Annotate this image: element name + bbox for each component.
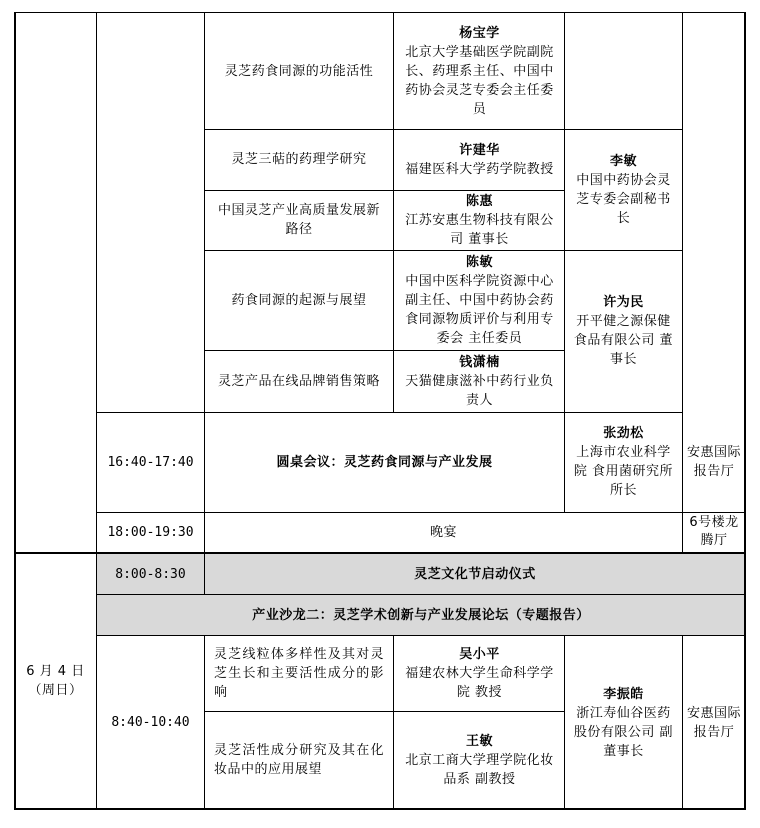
topic-text: 灵芝三萜的药理学研究 [231, 152, 367, 167]
session2-venue [683, 636, 745, 809]
speaker-title: 北京工商大学理学院化妆品系 副教授 [405, 752, 554, 787]
host-title: 浙江寿仙谷医药股份有限公司 副董事长 [573, 705, 674, 759]
opening-title: 灵芝文化节启动仪式 [205, 554, 745, 594]
dinner-venue [683, 512, 745, 552]
speaker-name: 吴小平 [459, 647, 500, 662]
topic-text: 灵芝药食同源的功能活性 [224, 63, 374, 79]
grid-line [393, 12, 394, 412]
host-cell [565, 129, 682, 250]
salon-title: 产业沙龙二：灵芝学术创新与产业发展论坛（专题报告） [97, 595, 745, 635]
grid-line [96, 552, 97, 810]
topic-cell [205, 190, 393, 250]
topic-text: 灵芝产品在线品牌销售策略 [217, 373, 380, 389]
topic-cell [205, 13, 393, 129]
grid-line [204, 250, 682, 251]
speaker-name: 钱潇楠 [459, 354, 500, 370]
host-name: 李敏 [609, 153, 637, 169]
table-border [14, 808, 746, 810]
day2-date-cell [15, 553, 96, 809]
speaker-name: 陈敏 [465, 254, 493, 270]
speaker-cell [395, 711, 564, 809]
host-title: 上海市农业科学院 食用菌研究所 所长 [573, 445, 674, 498]
host-title: 中国中药协会灵芝专委会副秘书长 [576, 172, 671, 226]
session2-time: 8:40-10:40 [111, 715, 190, 730]
topic-cell [205, 129, 393, 190]
grid-line [564, 12, 565, 512]
grid-line [204, 190, 564, 191]
speaker-name: 杨宝学 [459, 25, 500, 41]
speaker-title: 江苏安惠生物科技有限公司 董事长 [405, 212, 554, 247]
grid-line [682, 129, 683, 552]
host-name: 李振皓 [603, 686, 644, 702]
grid-line [96, 594, 746, 595]
venue-text: 安惠国际报告厅 [687, 705, 742, 740]
roundtable-title: 圆桌会议：灵芝药食同源与产业发展 [276, 454, 493, 470]
speaker-cell [395, 129, 564, 190]
host-name: 张劲松 [603, 426, 644, 441]
topic-cell [205, 350, 393, 412]
speaker-cell [395, 350, 564, 412]
host-cell [565, 636, 682, 809]
day2-weekday: （周日） [28, 683, 83, 698]
grid-line [204, 711, 564, 712]
speaker-name: 许建华 [459, 142, 500, 158]
roundtable-time: 16:40-17:40 [107, 454, 194, 470]
topic-text: 灵芝线粒体多样性及其对灵芝生长和主要活性成分的影响 [214, 647, 384, 700]
grid-line [682, 12, 683, 129]
grid-line [204, 635, 205, 810]
topic-text: 药食同源的起源与展望 [231, 292, 367, 308]
venue-text: 6号楼龙腾厅 [689, 515, 739, 548]
speaker-name: 王敏 [465, 733, 493, 749]
topic-text: 灵芝活性成分研究及其在化妆品中的应用展望 [214, 743, 384, 777]
speaker-title: 福建医科大学药学院教授 [405, 161, 554, 177]
speaker-cell [395, 636, 564, 711]
topic-cell [205, 250, 393, 350]
opening-time: 8:00-8:30 [97, 554, 204, 594]
dinner-time: 18:00-19:30 [107, 524, 194, 540]
grid-line [204, 12, 205, 412]
grid-line [96, 12, 97, 552]
host-cell [565, 412, 682, 512]
speaker-cell [395, 250, 564, 350]
grid-line [564, 635, 565, 810]
table-border [14, 12, 16, 810]
speaker-title: 中国中医科学院资源中心副主任、中国中药协会药食同源物质评价与利用专委会 主任委员 [405, 273, 554, 346]
grid-line [14, 552, 746, 554]
grid-line [204, 129, 682, 130]
grid-line [204, 552, 205, 594]
speaker-title: 天猫健康滋补中药行业负责人 [405, 373, 554, 408]
grid-line [96, 512, 746, 513]
speaker-title: 福建农林大学生命科学学院 教授 [405, 666, 554, 700]
roundtable-venue [683, 412, 745, 512]
topic-text: 中国灵芝产业高质量发展新路径 [217, 203, 380, 237]
venue-text: 安惠国际报告厅 [687, 445, 742, 479]
speaker-name: 陈惠 [465, 193, 493, 209]
host-cell [565, 250, 682, 412]
topic-cell [205, 711, 393, 809]
host-name: 许为民 [603, 295, 644, 310]
table-border [14, 12, 746, 13]
table-border [744, 12, 746, 810]
speaker-title: 北京大学基础医学院副院长、药理系主任、中国中药协会灵芝专委会主任委员 [405, 44, 554, 117]
grid-line [204, 412, 205, 552]
speaker-cell [395, 13, 564, 129]
speaker-cell [395, 190, 564, 250]
topic-cell [205, 636, 393, 711]
day2-date: 6 月 4 日 [26, 664, 85, 679]
grid-line [204, 350, 564, 351]
host-title: 开平健之源保健食品有限公司 董事长 [573, 314, 674, 367]
grid-line [682, 635, 683, 810]
grid-line [96, 635, 746, 636]
grid-line [96, 412, 682, 413]
dinner-title: 晚宴 [429, 524, 457, 540]
grid-line [393, 635, 394, 810]
